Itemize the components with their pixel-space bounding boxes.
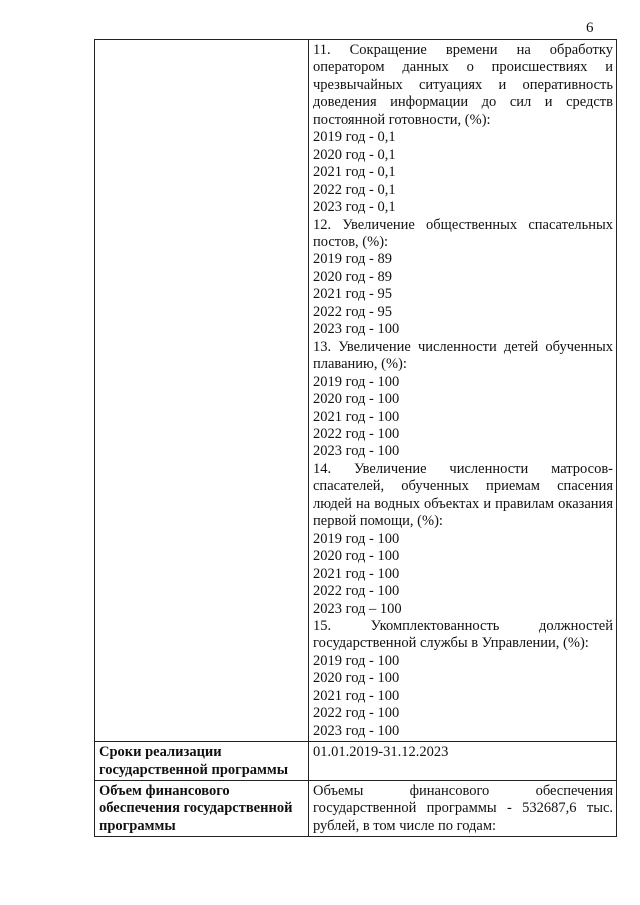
indicator-value: 2022 год - 95 [313, 303, 392, 320]
indicator-title: 11. Сокращение времени на обработку оператором данных о происшествиях и чрезвычайных ситуациях и оперативность доведения информации до сил и средств постоянной готовности, (%): [313, 42, 613, 128]
indicator-value: 2023 год - 0,1 [313, 199, 396, 216]
indicators-label-cell [95, 40, 309, 742]
financing-row [95, 781, 617, 837]
indicator-item [313, 42, 613, 217]
page-number: 6 [586, 20, 594, 36]
indicator-value: 2019 год - 100 [313, 373, 400, 390]
indicators-cell [309, 40, 617, 742]
indicator-value: 2023 год - 100 [313, 443, 400, 460]
indicator-title: 13. Увеличение численности детей обученных плаванию, (%): [313, 338, 613, 373]
financing-value: Объемы финансового обеспечения государственной программы - 532687,6 тыс. рублей, в том числе по годам: [309, 781, 617, 837]
indicator-title: 14. Увеличение численности матросов-спасателей, обученных приемам спасения людей на водных объектах и правилам оказания первой помощи, (%): [313, 460, 613, 530]
indicator-value: 2021 год - 100 [313, 565, 400, 582]
indicator-item [313, 461, 613, 618]
indicator-item [313, 618, 613, 740]
terms-row [95, 742, 617, 781]
indicator-title: 15. Укомплектованность должностей государственной службы в Управлении, (%): [313, 617, 613, 652]
terms-label: Сроки реализации государственной программы [95, 742, 309, 781]
indicator-value: 2023 год – 100 [313, 600, 402, 617]
indicator-item [313, 339, 613, 461]
indicator-value: 2022 год - 0,1 [313, 181, 396, 198]
indicator-value: 2020 год - 100 [313, 548, 400, 565]
indicator-value: 2019 год - 0,1 [313, 129, 396, 146]
indicator-value: 2020 год - 0,1 [313, 146, 396, 163]
terms-value: 01.01.2019-31.12.2023 [309, 742, 617, 781]
indicator-value: 2019 год - 89 [313, 251, 392, 268]
financing-label: Объем финансового обеспечения государственной программы [95, 781, 309, 837]
indicator-value: 2023 год - 100 [313, 321, 400, 338]
indicator-value: 2021 год - 95 [313, 286, 392, 303]
indicator-value: 2019 год - 100 [313, 652, 400, 669]
program-passport-table [94, 39, 617, 837]
indicator-item [313, 217, 613, 339]
indicator-value: 2023 год - 100 [313, 722, 400, 739]
indicator-value: 2022 год - 100 [313, 425, 400, 442]
indicator-value: 2020 год - 100 [313, 391, 400, 408]
indicator-value: 2021 год - 100 [313, 687, 400, 704]
indicator-value: 2021 год - 0,1 [313, 164, 396, 181]
indicators-row [95, 40, 617, 742]
indicator-value: 2022 год - 100 [313, 705, 400, 722]
indicator-value: 2021 год - 100 [313, 408, 400, 425]
indicator-value: 2019 год - 100 [313, 530, 400, 547]
indicator-value: 2022 год - 100 [313, 583, 400, 600]
indicator-title: 12. Увеличение общественных спасательных постов, (%): [313, 216, 613, 250]
indicator-value: 2020 год - 100 [313, 670, 400, 687]
indicator-value: 2020 год - 89 [313, 268, 392, 285]
